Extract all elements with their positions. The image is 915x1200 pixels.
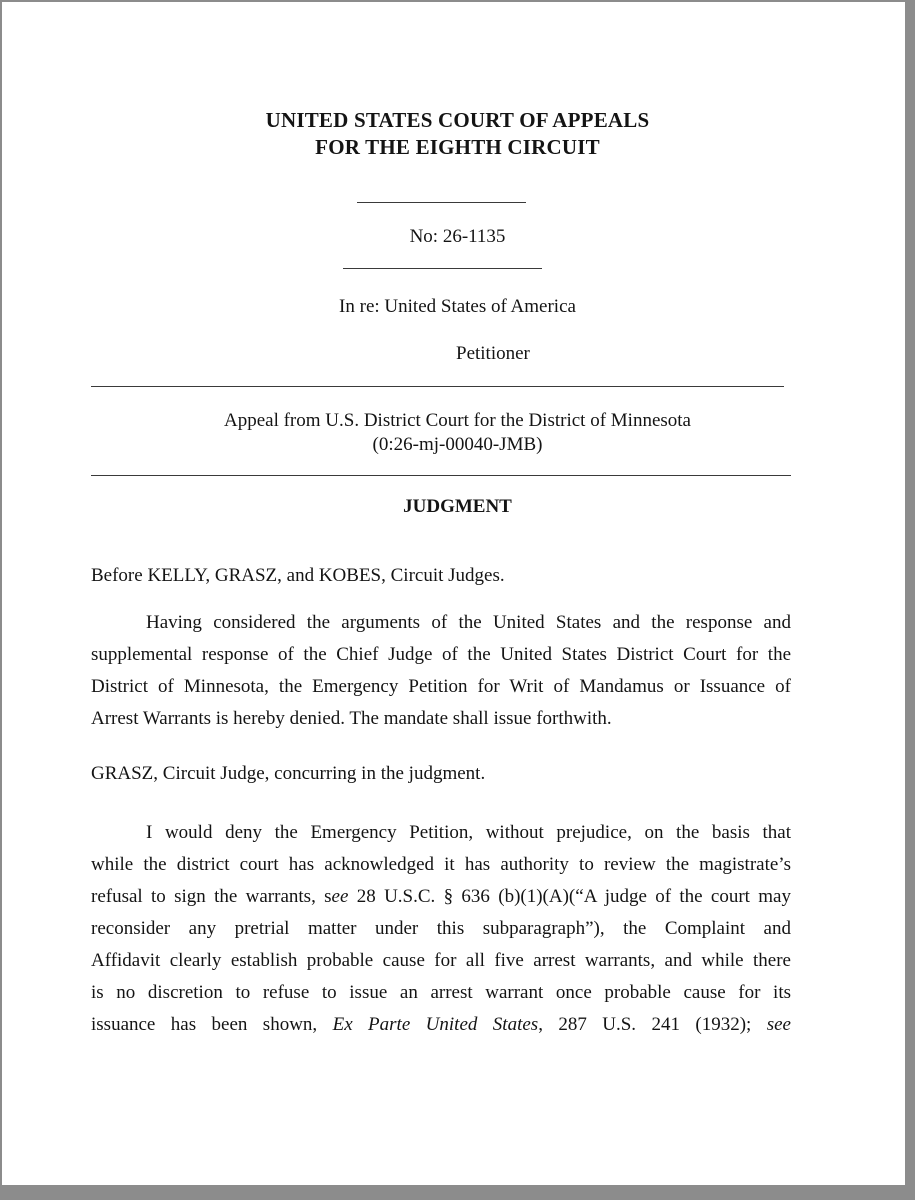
- party-role: Petitioner: [456, 343, 530, 364]
- order-line-1: Having considered the arguments of the United States and the response and: [146, 612, 791, 633]
- concurrence-line-3-a: refusal to sign the warrants, s: [91, 886, 332, 907]
- appeal-origin: Appeal from U.S. District Court for the District of Minnesota: [223, 410, 691, 431]
- concurrence-line-5: Affidavit clearly establish probable cause for all five arrest warrants, and while there: [91, 950, 791, 971]
- concurrence-line-7: [91, 1014, 791, 1036]
- concurrence-line-3: [91, 886, 791, 908]
- divider-short-1: [357, 202, 526, 203]
- concurrence-line-3-see: ee: [331, 886, 349, 907]
- concurrence-line-6: is no discretion to refuse to issue an arrest warrant once probable cause for its: [91, 982, 791, 1003]
- concurrence-heading: GRASZ, Circuit Judge, concurring in the judgment.: [91, 763, 486, 784]
- divider-full-1: [91, 386, 784, 387]
- judgment-title: JUDGMENT: [403, 496, 512, 517]
- divider-short-2: [343, 268, 542, 269]
- order-line-3: District of Minnesota, the Emergency Petition for Writ of Mandamus or Issuance of: [91, 676, 791, 697]
- concurrence-line-7-c: , 287 U.S. 241 (1932);: [538, 1014, 752, 1035]
- court-name: UNITED STATES COURT OF APPEALS: [265, 108, 650, 132]
- concurrence-line-3-c: 28 U.S.C. § 636 (b)(1)(A)(“A judge of the court may: [348, 886, 791, 907]
- panel-line: Before KELLY, GRASZ, and KOBES, Circuit Judges.: [91, 565, 505, 586]
- concurrence-line-1: I would deny the Emergency Petition, without prejudice, on the basis that: [146, 822, 791, 843]
- order-line-2: supplemental response of the Chief Judge of the United States District Court for the: [91, 644, 791, 665]
- concurrence-line-7-see: see: [766, 1014, 791, 1035]
- concurrence-line-4: reconsider any pretrial matter under this subparagraph”), the Complaint and: [91, 918, 791, 939]
- case-caption: In re: United States of America: [339, 296, 576, 317]
- document-page: [2, 2, 905, 1185]
- order-line-4: Arrest Warrants is hereby denied. The mandate shall issue forthwith.: [91, 708, 612, 729]
- concurrence-line-2: while the district court has acknowledged it has authority to review the magistrate’s: [91, 854, 791, 875]
- district-case-number: (0:26-mj-00040-JMB): [372, 434, 543, 455]
- case-number: No: 26-1135: [409, 226, 506, 247]
- circuit-name: FOR THE EIGHTH CIRCUIT: [315, 135, 600, 159]
- divider-full-2: [91, 475, 791, 476]
- concurrence-line-7-a: issuance has been shown,: [91, 1014, 318, 1035]
- case-citation: Ex Parte United States: [332, 1014, 539, 1035]
